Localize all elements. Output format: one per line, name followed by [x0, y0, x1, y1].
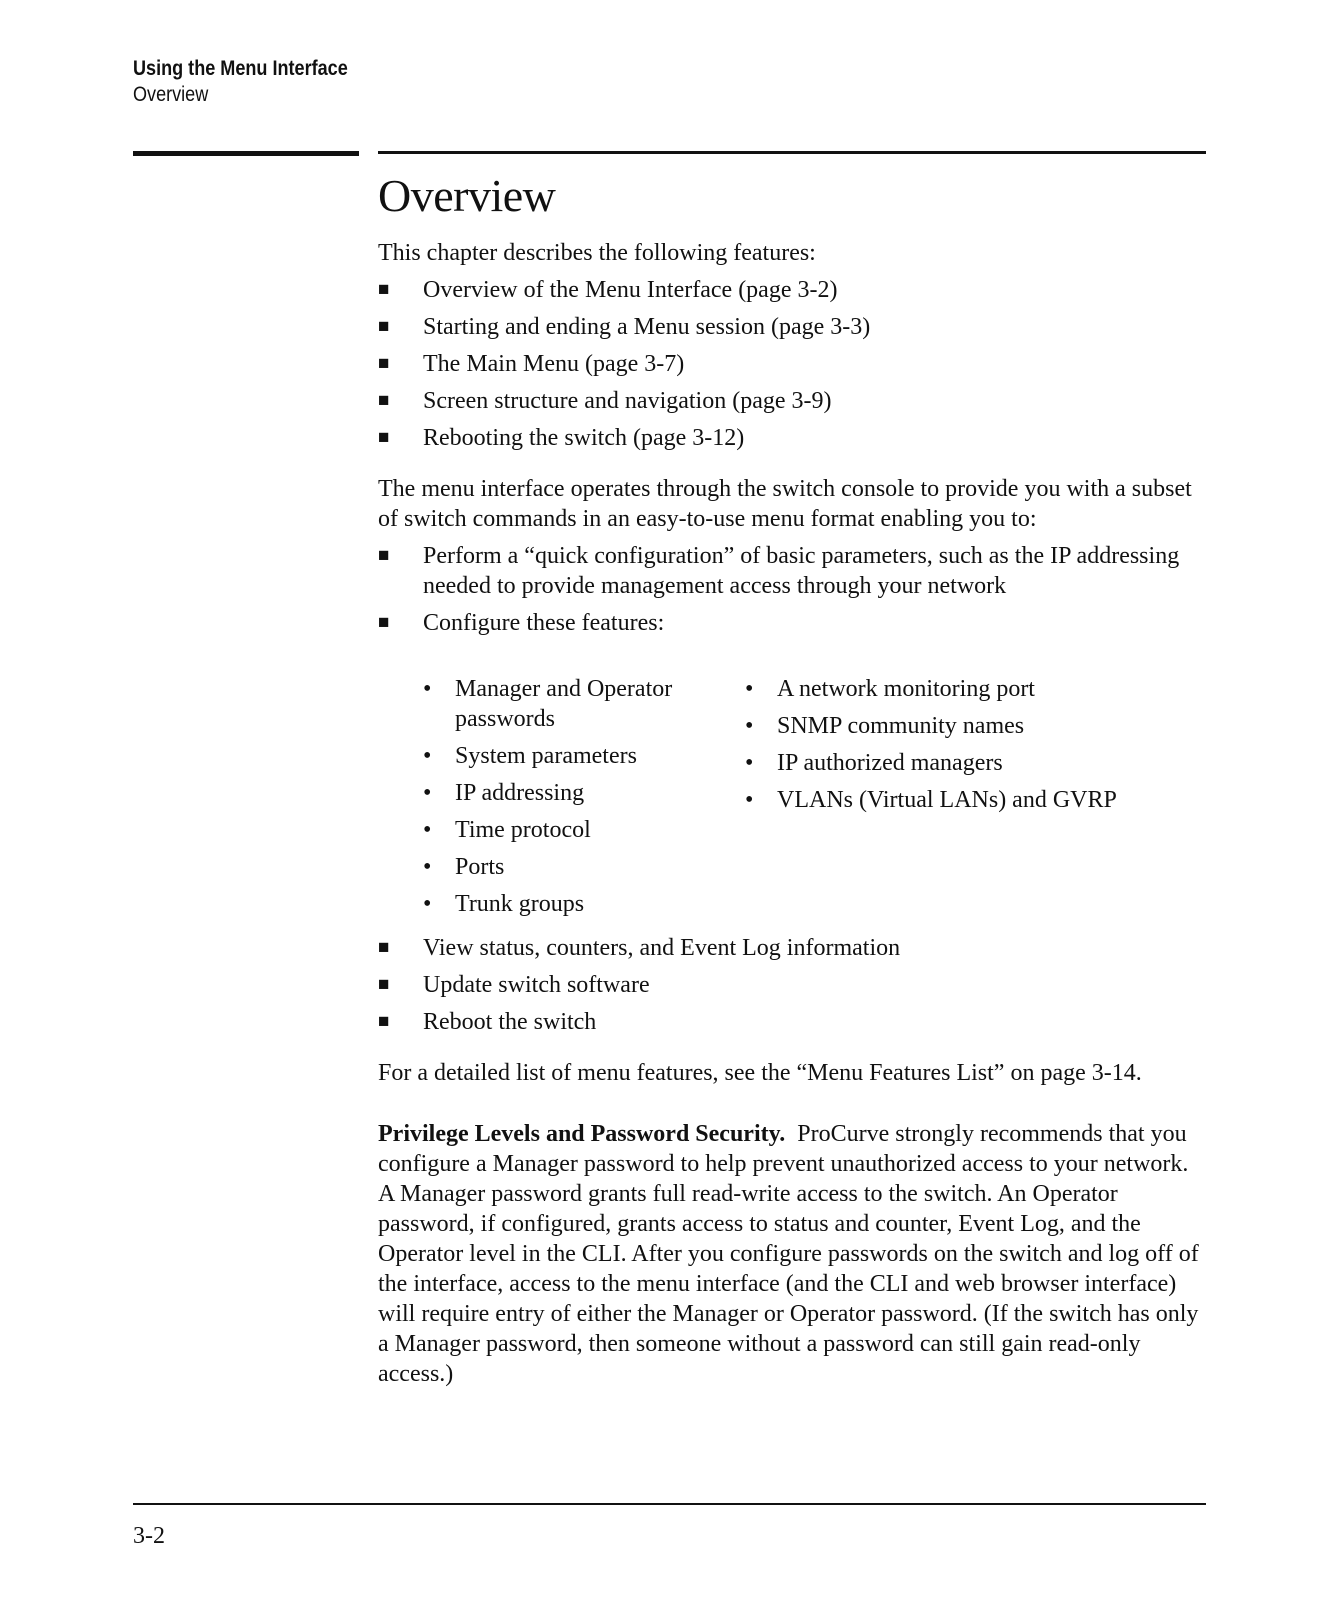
bullet-icon: •: [745, 676, 754, 702]
list-item: ■ The Main Menu (page 3-7): [378, 351, 685, 377]
list-item: • SNMP community names: [745, 713, 1025, 739]
bullet-icon: •: [745, 787, 754, 813]
bullet-icon: •: [423, 743, 432, 769]
bullet-icon: •: [423, 854, 432, 880]
square-bullet-icon: ■: [378, 427, 390, 448]
square-bullet-icon: ■: [378, 390, 390, 411]
list-item: • A network monitoring port: [745, 676, 1035, 702]
square-bullet-icon: ■: [378, 353, 390, 374]
intro-paragraph: This chapter describes the following features:: [378, 240, 816, 266]
bullet-icon: •: [745, 750, 754, 776]
privilege-heading: Privilege Levels and Password Security.: [378, 1121, 786, 1147]
configure-features-columns: [423, 674, 1208, 926]
list-item: ■ Perform a “quick configuration” of basic parameters, such as the IP addressing needed to provide management access through your network: [378, 543, 1180, 599]
configure-list-right: [745, 674, 1205, 926]
list-item: ■ Update switch software: [378, 972, 650, 998]
page-title: Overview: [378, 170, 556, 221]
list-item: ■ View status, counters, and Event Log information: [378, 935, 901, 961]
privilege-paragraph: [378, 1119, 1208, 1389]
square-bullet-icon: ■: [378, 1011, 390, 1032]
running-header: [133, 56, 383, 108]
list-item: • VLANs (Virtual LANs) and GVRP: [745, 787, 1117, 813]
menu-features-reference: For a detailed list of menu features, see the “Menu Features List” on page 3-14.: [378, 1060, 1142, 1086]
list-item: • Trunk groups: [423, 891, 585, 917]
list-item: • IP authorized managers: [745, 750, 1003, 776]
list-item: • Time protocol: [423, 817, 591, 843]
square-bullet-icon: ■: [378, 316, 390, 337]
main-content: [378, 168, 1208, 1389]
ability-list: [378, 541, 1208, 638]
list-item: • Manager and Operator passwords: [423, 676, 673, 732]
feature-list: [378, 275, 1208, 453]
list-item: ■ Screen structure and navigation (page 3-9): [378, 388, 832, 414]
bullet-icon: •: [423, 676, 432, 702]
square-bullet-icon: ■: [378, 545, 390, 566]
bullet-icon: •: [423, 891, 432, 917]
chapter-title: Using the Menu Interface: [133, 57, 348, 80]
square-bullet-icon: ■: [378, 279, 390, 300]
header-rule-left: [133, 151, 359, 156]
bullet-icon: •: [423, 817, 432, 843]
list-item: • Ports: [423, 854, 505, 880]
list-item: ■ Configure these features:: [378, 610, 665, 636]
list-item: ■ Overview of the Menu Interface (page 3-2): [378, 277, 838, 303]
bullet-icon: •: [745, 713, 754, 739]
square-bullet-icon: ■: [378, 974, 390, 995]
list-item: ■ Reboot the switch: [378, 1009, 597, 1035]
configure-list-left: [423, 674, 745, 926]
footer-rule: [133, 1503, 1206, 1505]
list-item: • IP addressing: [423, 780, 585, 806]
section-name: Overview: [133, 83, 209, 106]
list-item: ■ Rebooting the switch (page 3-12): [378, 425, 745, 451]
privilege-text: ProCurve strongly recommends that you configure a Manager password to help prevent unauthorized access to your network. A Manager password grants full read-write access to the switch. An Operator password, if configured, grants access to status and counter, Event Log, and the Operator level in the CLI. After you configure passwords on the switch and log off of the interface, access to the menu interface (and the CLI and web browser interface) will require entry of either the Manager or Operator password. (If the switch has only a Manager password, then someone without a password can still gain read-only access.): [378, 1121, 1199, 1387]
square-bullet-icon: ■: [378, 612, 390, 633]
list-item: • System parameters: [423, 743, 637, 769]
list-item: ■ Starting and ending a Menu session (page 3-3): [378, 314, 871, 340]
header-rule-right: [378, 151, 1206, 154]
square-bullet-icon: ■: [378, 937, 390, 958]
page-number: 3-2: [133, 1523, 165, 1549]
bullet-icon: •: [423, 780, 432, 806]
ability-list-continued: [378, 933, 1208, 1037]
menu-description-paragraph: The menu interface operates through the switch console to provide you with a subset of switch commands in an easy-to-use menu format enabling you to:: [378, 476, 1192, 532]
